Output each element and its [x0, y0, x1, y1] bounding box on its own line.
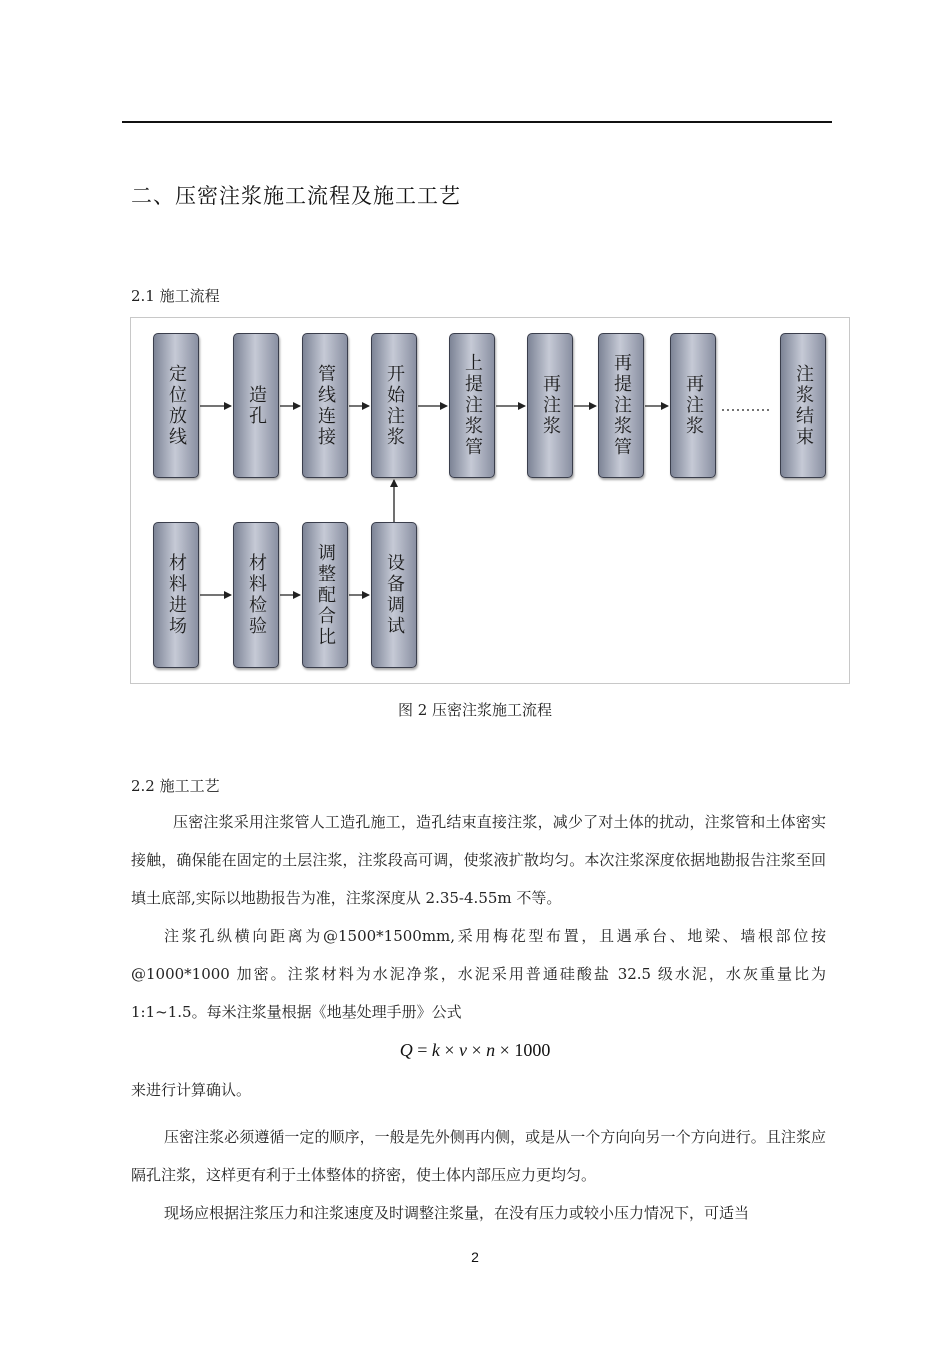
formula-times-3: × [495, 1040, 515, 1060]
flow-box-label: 材料进场 [166, 553, 187, 637]
formula-times-1: × [439, 1040, 459, 1060]
paragraph-5: 现场应根据注浆压力和注浆速度及时调整注浆量，在没有压力或较小压力情况下，可适当 [164, 1204, 750, 1222]
flow-box-label: 再注浆 [683, 374, 704, 437]
flow-box-label: 定位放线 [166, 363, 187, 448]
flow-box-label: 再提注浆管 [611, 353, 632, 458]
flow-box-label: 注浆结束 [793, 363, 814, 448]
formula-n: n [486, 1040, 496, 1060]
flow-box-label: 再注浆 [540, 374, 561, 437]
flow-box-label: 管线连接 [315, 363, 336, 448]
figure-caption: 图 2 压密注浆施工流程 [397, 701, 553, 719]
flow-box-label: 设备调试 [384, 553, 405, 637]
formula-times-2: × [467, 1040, 487, 1060]
formula-constant: 1000 [514, 1040, 551, 1060]
paragraph-4: 压密注浆必须遵循一定的顺序，一般是先外侧再内侧，或是从一个方向向另一个方向进行。且注浆应隔孔注浆，这样更有利于土体整体的挤密，使土体内部压应力更均匀。 [131, 1128, 826, 1184]
formula-k: k [431, 1040, 440, 1060]
flow-box-label: 上提注浆管 [462, 353, 483, 458]
grouting-formula [0, 1040, 950, 1061]
paragraph-1: 压密注浆采用注浆管人工造孔施工，造孔结束直接注浆，减少了对土体的扰动，注浆管和土体密实接触，确保能在固定的土层注浆，注浆段高可调，使浆液扩散均匀。本次注浆深度依据地勘报告注浆至回填土底部,实际以地勘报告为准，注浆深度从 2.35-4.55m 不等。 [131, 813, 826, 907]
formula-equals: = [412, 1040, 432, 1060]
section-title: 二、压密注浆施工流程及施工工艺 [131, 184, 461, 208]
subsection-heading-flow: 2.1 施工流程 [131, 287, 220, 305]
paragraph-3: 来进行计算确认。 [131, 1081, 252, 1099]
paragraph-2: 注浆孔纵横向距离为@1500*1500mm,采用梅花型布置，且遇承台、地梁、墙根部位按@1000*1000 加密。注浆材料为水泥净浆，水泥采用普通硅酸盐 32.5 级水泥，水灰重量比为 1:1~1.5。每米注浆量根据《地基处理手册》公式 [131, 927, 826, 1021]
flow-box-label: 材料检验 [246, 553, 267, 637]
subsection-heading-process: 2.2 施工工艺 [131, 777, 220, 795]
page-number: 2 [471, 1249, 479, 1265]
flow-box-label: 开始注浆 [384, 363, 405, 448]
formula-q: Q [399, 1040, 413, 1060]
flow-box-label: 调整配合比 [315, 542, 336, 648]
flow-box-label: 造孔 [246, 384, 267, 427]
formula-v: v [459, 1040, 467, 1060]
